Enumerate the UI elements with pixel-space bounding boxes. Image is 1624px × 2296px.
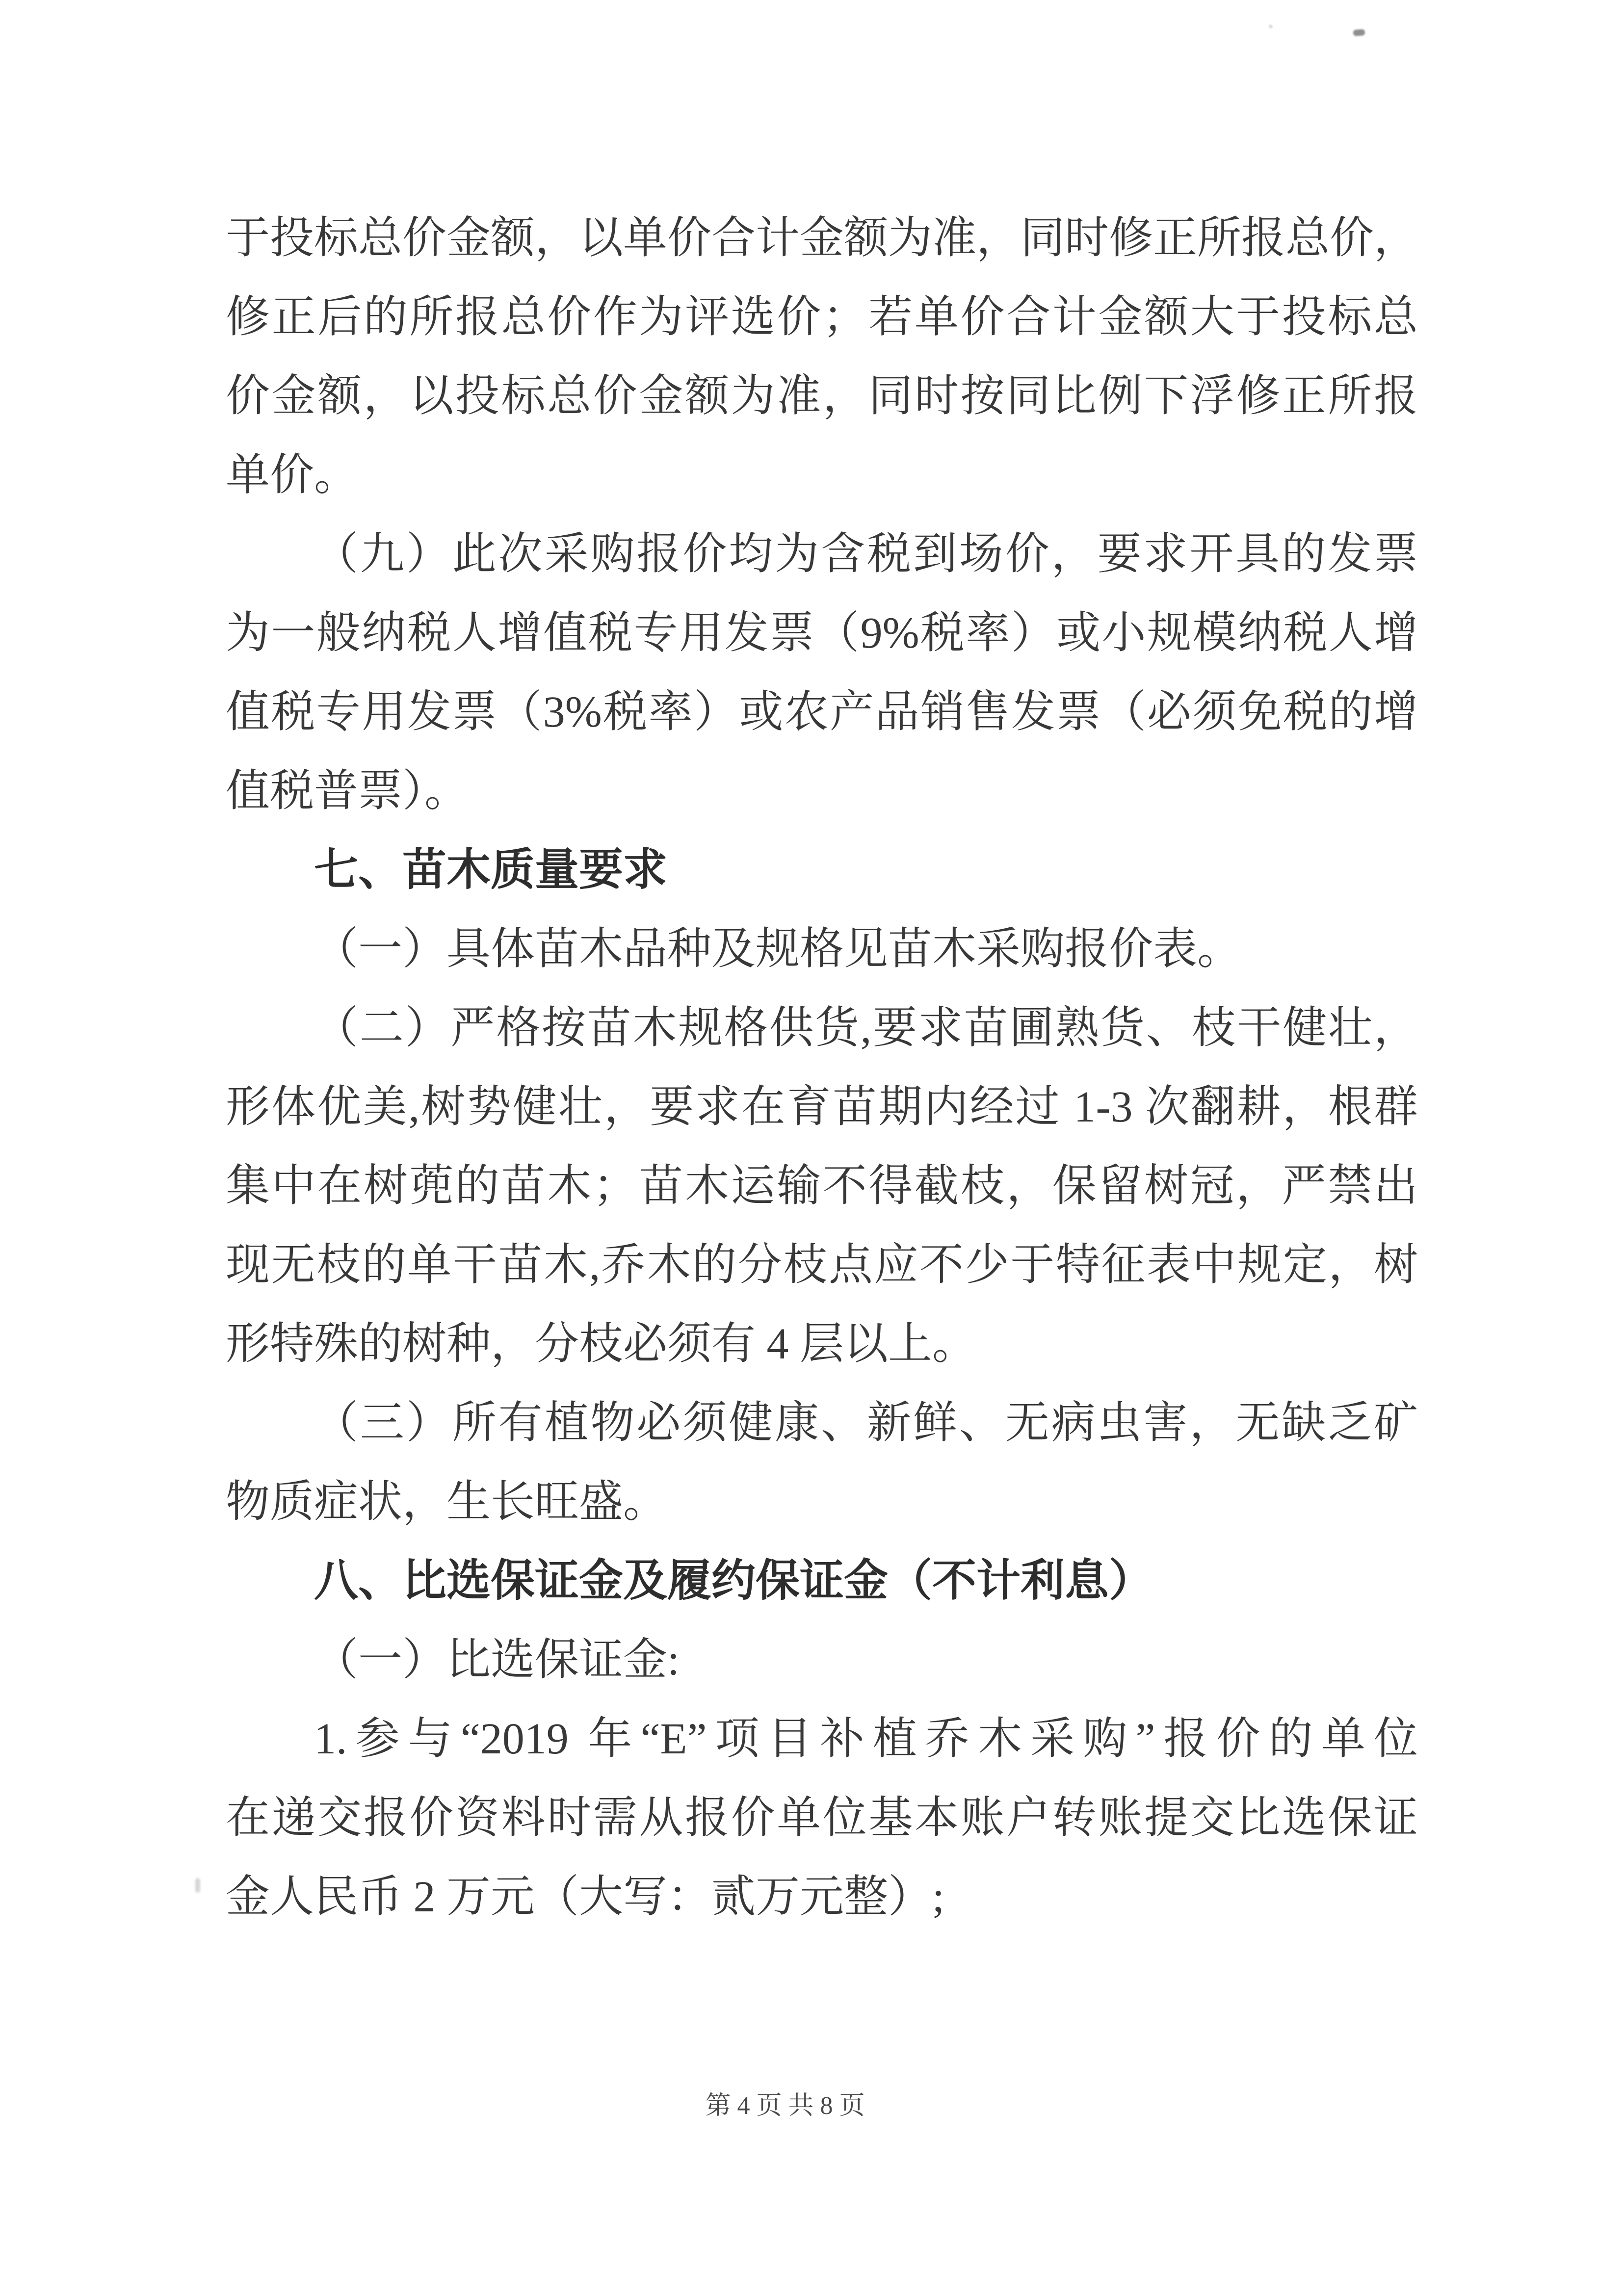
text-block bbox=[226, 199, 1418, 1936]
text-line: 集中在树蔸的苗木；苗木运输不得截枝，保留树冠，严禁出 bbox=[226, 1162, 1418, 1210]
text-line: （二）严格按苗木规格供货,要求苗圃熟货、枝干健壮， bbox=[314, 1004, 1418, 1052]
section-heading: 八、比选保证金及履约保证金（不计利息） bbox=[314, 1556, 1153, 1605]
text-line: 于投标总价金额，以单价合计金额为准，同时修正所报总价， bbox=[226, 214, 1418, 262]
text-line: 1.参与“2019 年“E”项目补植乔木采购”报价的单位 bbox=[314, 1715, 1418, 1763]
text-line: 物质症状，生长旺盛。 bbox=[226, 1478, 667, 1526]
text-line: 单价。 bbox=[226, 451, 358, 499]
text-line: 在递交报价资料时需从报价单位基本账户转账提交比选保证 bbox=[226, 1794, 1418, 1842]
section-heading: 七、苗木质量要求 bbox=[314, 845, 667, 894]
scan-artifact bbox=[195, 1878, 200, 1893]
text-line: 值税普票）。 bbox=[226, 767, 469, 815]
text-line: 修正后的所报总价作为评选价；若单价合计金额大于投标总 bbox=[226, 293, 1418, 341]
scan-artifact bbox=[1269, 25, 1273, 28]
text-line: 价金额，以投标总价金额为准，同时按同比例下浮修正所报 bbox=[226, 372, 1418, 420]
page-number: 第 4 页 共 8 页 bbox=[705, 2092, 865, 2120]
page-footer bbox=[0, 2091, 1624, 2121]
text-line: （一）比选保证金: bbox=[314, 1636, 680, 1684]
text-line: （九）此次采购报价均为含税到场价，要求开具的发票 bbox=[314, 530, 1418, 578]
text-line: 值税专用发票（3%税率）或农产品销售发票（必须免税的增 bbox=[226, 688, 1418, 736]
text-line: 现无枝的单干苗木,乔木的分枝点应不少于特征表中规定，树 bbox=[226, 1241, 1418, 1289]
text-line: （三）所有植物必须健康、新鲜、无病虫害，无缺乏矿 bbox=[314, 1399, 1418, 1447]
text-line: （一）具体苗木品种及规格见苗木采购报价表。 bbox=[314, 925, 1241, 973]
text-line: 金人民币 2 万元（大写：贰万元整）; bbox=[226, 1873, 945, 1921]
text-line: 形特殊的树种，分枝必须有 4 层以上。 bbox=[226, 1320, 976, 1368]
text-line: 为一般纳税人增值税专用发票（9%税率）或小规模纳税人增 bbox=[226, 609, 1418, 657]
text-line: 形体优美,树势健壮，要求在育苗期内经过 1-3 次翻耕，根群 bbox=[226, 1083, 1418, 1131]
scan-artifact bbox=[1353, 29, 1365, 36]
